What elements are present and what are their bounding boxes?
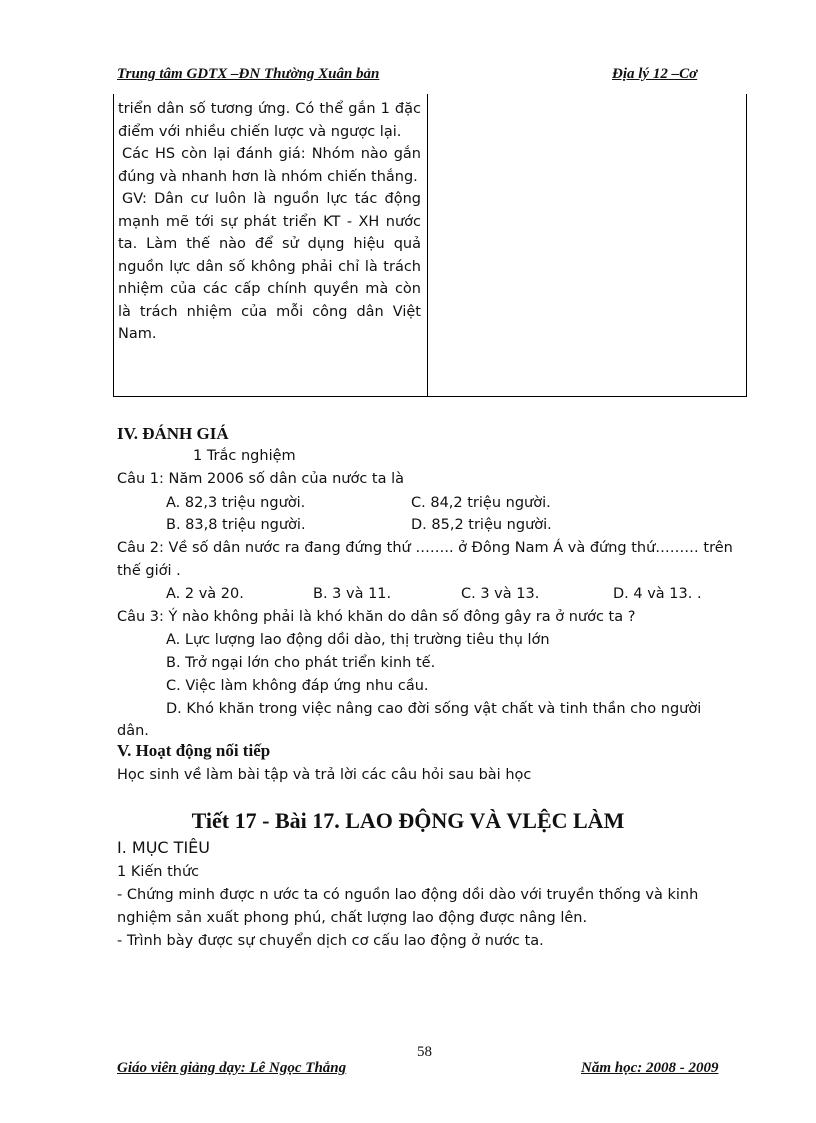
q1-option-c: C. 84,2 triệu người. <box>411 495 551 511</box>
section-5-text: Học sinh về làm bài tập và trả lời các câu hỏi sau bài học <box>117 767 532 783</box>
column-divider <box>427 94 428 396</box>
q2-option-c: C. 3 và 13. <box>461 586 540 602</box>
table-cell-left <box>118 98 421 346</box>
section-5-title: V. Hoạt động nối tiếp <box>117 741 271 760</box>
q3-option-a: A. Lực lượng lao động dồi dào, thị trường tiêu thụ lớn <box>166 632 550 648</box>
objective-line: - Trình bày được sự chuyển dịch cơ cấu lao động ở nước ta. <box>117 933 544 949</box>
q2-text: Câu 2: Về số dân nước ra đang đứng thứ …….. ở Đông Nam Á và đứng thứ……… trên <box>117 540 733 556</box>
footer-left: Giáo viên giảng dạy: Lê Ngọc Thắng <box>117 1060 347 1076</box>
page-number: 58 <box>417 1044 432 1060</box>
activity-table <box>113 94 747 397</box>
q3-option-d-cont: dân. <box>117 723 149 739</box>
q2-option-a: A. 2 và 20. <box>166 586 244 602</box>
objectives-sub: 1 Kiến thức <box>117 864 200 880</box>
lesson-title: Tiết 17 - Bài 17. LAO ĐỘNG VÀ VLỆC LÀM <box>191 808 625 833</box>
header-left: Trung tâm GDTX –ĐN Thường Xuân bản <box>117 66 380 82</box>
q3-option-c: C. Việc làm không đáp ứng nhu cầu. <box>166 678 429 694</box>
q1-text: Câu 1: Năm 2006 số dân của nước ta là <box>117 471 405 487</box>
header-right: Địa lý 12 –Cơ <box>612 66 698 82</box>
q3-option-b: B. Trở ngại lớn cho phát triển kinh tế. <box>166 655 436 671</box>
section-4-title: IV. ĐÁNH GIÁ <box>117 424 229 443</box>
cell-paragraph: GV: Dân cư luôn là nguồn lực tác động mạnh mẽ tới sự phát triển KT - XH nước ta. Làm thế nào để sử dụng hiệu quả nguồn lực dân số không phải chỉ là trách nhiệm của các cấp chính quyền mà còn là trách nhiệm của mỗi công dân Việt Nam. <box>118 191 421 342</box>
q1-option-a: A. 82,3 triệu người. <box>166 495 306 511</box>
q3-option-d: D. Khó khăn trong việc nâng cao đời sống vật chất và tinh thần cho người <box>166 701 702 717</box>
objective-line: - Chứng minh được n ước ta có nguồn lao động dồi dào với truyền thống và kinh <box>117 887 699 903</box>
objectives-title: I. MỤC TIÊU <box>117 838 210 857</box>
cell-paragraph: Các HS còn lại đánh giá: Nhóm nào gắn đúng và nhanh hơn là nhóm chiến thắng. <box>118 146 421 185</box>
q1-option-d: D. 85,2 triệu người. <box>411 517 552 533</box>
q2-option-b: B. 3 và 11. <box>313 586 392 602</box>
q2-text-cont: thế giới . <box>117 563 181 579</box>
footer-right: Năm học: 2008 - 2009 <box>581 1060 719 1076</box>
cell-paragraph: triển dân số tương ứng. Có thể gắn 1 đặc điểm với nhiều chiến lược và ngược lại. <box>118 101 421 140</box>
q1-option-b: B. 83,8 triệu người. <box>166 517 306 533</box>
section-4-sub: 1 Trắc nghiệm <box>193 448 296 464</box>
q3-text: Câu 3: Ý nào không phải là khó khăn do dân số đông gây ra ở nước ta ? <box>117 609 636 625</box>
objective-line: nghiệm sản xuất phong phú, chất lượng lao động được nâng lên. <box>117 910 588 926</box>
q2-option-d: D. 4 và 13. . <box>613 586 702 602</box>
